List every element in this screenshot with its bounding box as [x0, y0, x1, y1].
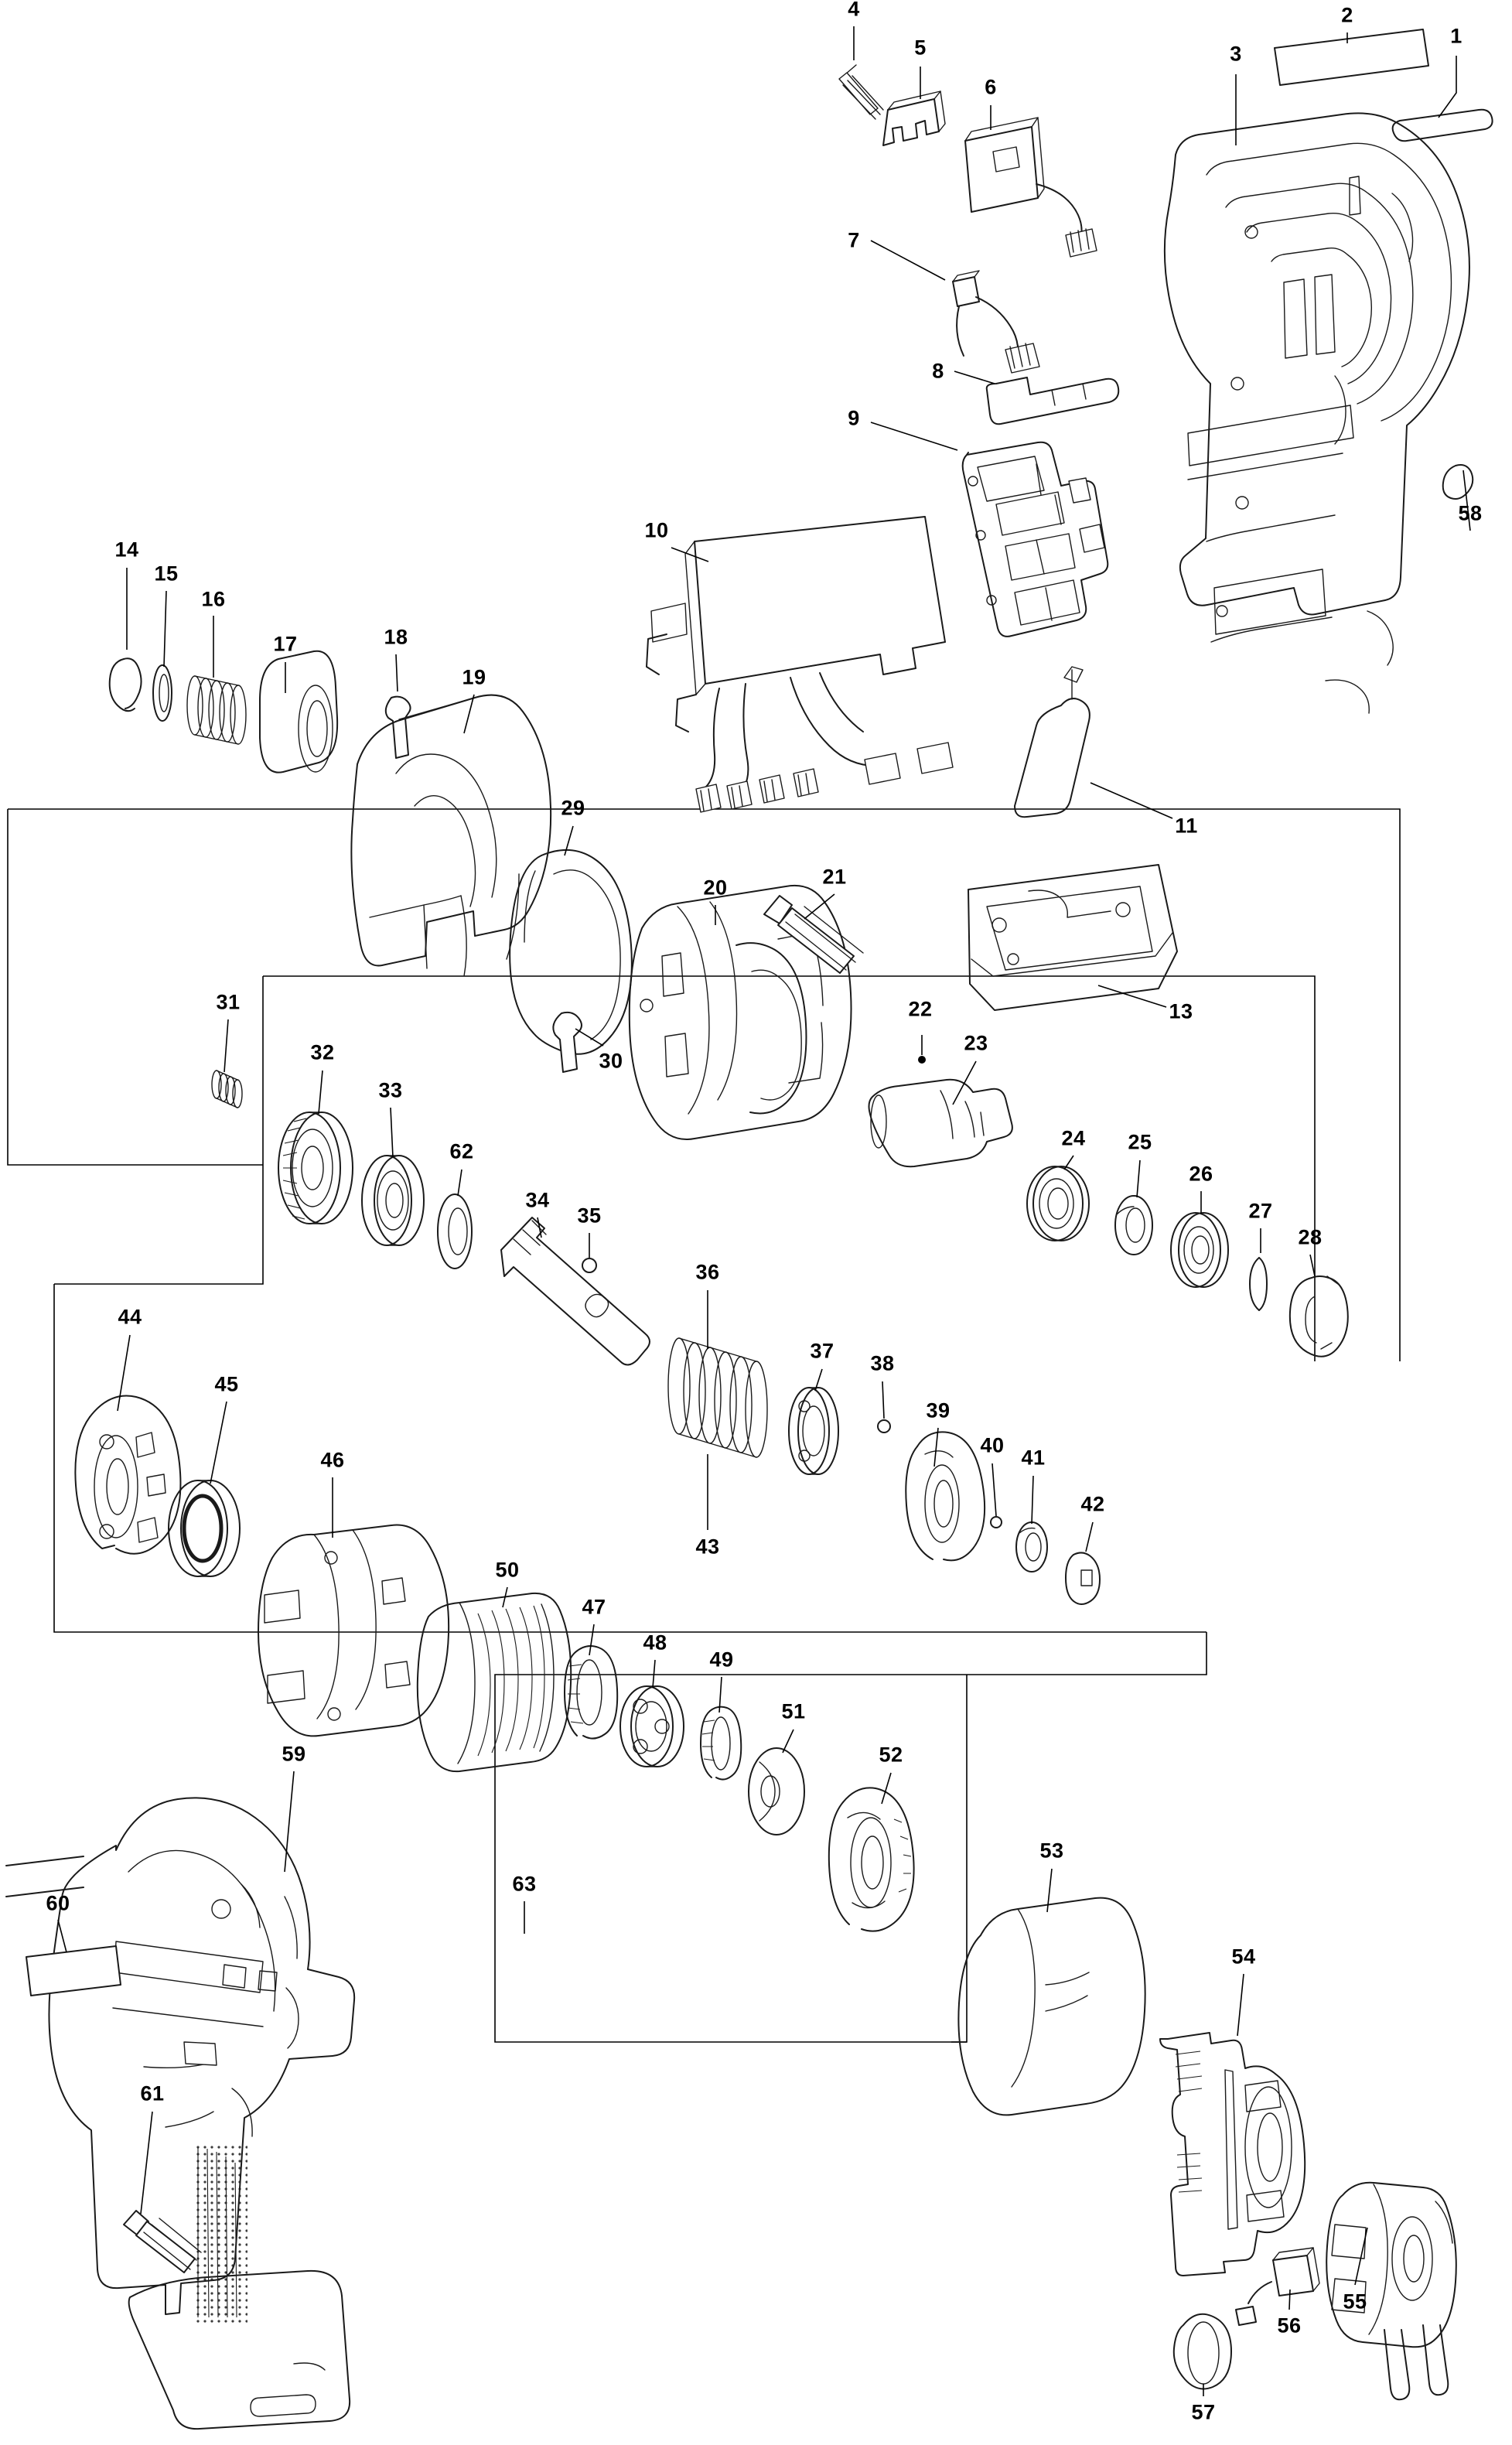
callout-57: 57 — [1191, 2400, 1216, 2424]
callout-26: 26 — [1189, 1162, 1213, 1186]
callout-33: 33 — [378, 1078, 403, 1102]
part-18-pin — [386, 697, 411, 758]
part-28-retaining-ring — [1290, 1276, 1348, 1357]
part-1-nameplate — [1393, 110, 1493, 142]
part-31-spring-small — [212, 1071, 242, 1108]
callout-43: 43 — [695, 1535, 720, 1559]
part-49-pinion — [701, 1707, 741, 1780]
callout-7: 7 — [848, 228, 860, 252]
callout-53: 53 — [1039, 1839, 1064, 1863]
callout-40: 40 — [980, 1433, 1005, 1457]
part-20-gear-case — [630, 886, 852, 1139]
part-41-washer — [1016, 1522, 1047, 1572]
part-10-controller-board — [647, 517, 953, 812]
part-21-screw-long — [764, 896, 863, 973]
part-5-terminal — [883, 91, 945, 145]
part-6-switch-module — [965, 118, 1097, 257]
callout-19: 19 — [462, 665, 486, 689]
part-32-ring-gear — [278, 1112, 353, 1224]
part-48-planet-carrier — [620, 1686, 684, 1767]
part-46-hammer-case — [258, 1525, 449, 1736]
part-27-snap-ring — [1250, 1258, 1267, 1310]
part-58-plug — [1443, 465, 1473, 499]
callout-3: 3 — [1230, 42, 1242, 66]
callout-34: 34 — [525, 1188, 550, 1212]
callout-41: 41 — [1021, 1446, 1046, 1470]
callout-63: 63 — [512, 1872, 537, 1896]
part-40-ball — [991, 1517, 1002, 1528]
callout-45: 45 — [214, 1372, 239, 1396]
part-38-ball — [878, 1420, 890, 1433]
callout-5: 5 — [914, 36, 927, 60]
part-42-pin — [1066, 1552, 1100, 1604]
callout-48: 48 — [643, 1631, 667, 1654]
part-39-hammer — [906, 1432, 985, 1560]
part-22-pin — [918, 1035, 926, 1064]
callout-49: 49 — [709, 1648, 734, 1672]
part-2-labelplate — [1275, 29, 1428, 85]
part-44-gear-flange — [75, 1395, 180, 1553]
callout-24: 24 — [1061, 1126, 1086, 1150]
part-26-bearing — [1171, 1213, 1228, 1287]
callout-21: 21 — [822, 865, 847, 889]
part-36-hammer-spring — [668, 1338, 767, 1457]
callout-28: 28 — [1298, 1225, 1323, 1249]
callout-37: 37 — [810, 1339, 835, 1363]
callout-55: 55 — [1343, 2290, 1367, 2314]
part-57-rubber-cap — [1174, 2314, 1231, 2389]
callout-52: 52 — [879, 1743, 903, 1767]
callout-30: 30 — [599, 1049, 623, 1073]
part-34-shaft — [501, 1217, 650, 1365]
callout-27: 27 — [1248, 1199, 1273, 1223]
part-45-seal-ring — [169, 1480, 240, 1576]
part-3-housing-half — [1165, 113, 1469, 713]
callout-51: 51 — [781, 1699, 806, 1723]
part-4-screw — [839, 65, 883, 119]
callout-2: 2 — [1341, 3, 1353, 27]
callout-38: 38 — [870, 1351, 895, 1375]
callout-42: 42 — [1080, 1492, 1105, 1516]
part-47-gear — [565, 1646, 617, 1739]
callout-4: 4 — [848, 0, 860, 21]
part-62-washer — [438, 1194, 472, 1269]
callout-46: 46 — [320, 1448, 345, 1472]
part-51-plate — [749, 1748, 804, 1835]
part-35-ball — [582, 1258, 596, 1272]
part-53-motor-sleeve — [958, 1898, 1145, 2115]
part-15-washer — [153, 665, 172, 721]
callout-31: 31 — [216, 990, 241, 1014]
part-52-bearing-retainer — [829, 1788, 914, 1931]
callout-8: 8 — [932, 359, 944, 383]
callout-18: 18 — [384, 625, 408, 649]
part-9-trigger-switch — [963, 442, 1108, 637]
callout-22: 22 — [908, 997, 933, 1021]
part-11-lamp-lens — [1015, 667, 1090, 817]
callout-1: 1 — [1450, 24, 1463, 48]
callout-47: 47 — [582, 1595, 606, 1619]
callout-35: 35 — [577, 1204, 602, 1228]
callout-56: 56 — [1277, 2314, 1302, 2337]
callout-58: 58 — [1458, 501, 1483, 525]
callout-25: 25 — [1128, 1130, 1152, 1154]
callout-60: 60 — [46, 1891, 70, 1915]
part-17-sleeve — [260, 651, 337, 773]
callout-9: 9 — [848, 406, 860, 430]
callout-50: 50 — [495, 1558, 520, 1582]
callout-14: 14 — [114, 538, 139, 562]
callout-15: 15 — [154, 562, 179, 586]
part-19-housing-cover — [351, 695, 551, 976]
part-60-label-strip — [26, 1946, 121, 1996]
part-30-screw — [553, 1012, 582, 1072]
part-7-led-assembly — [953, 271, 1039, 373]
part-23-spindle — [869, 1080, 1012, 1166]
callout-13: 13 — [1169, 999, 1193, 1023]
part-16-spring — [187, 676, 246, 744]
part-61-screw — [124, 2211, 201, 2273]
callout-62: 62 — [449, 1139, 474, 1163]
part-25-washer — [1115, 1196, 1152, 1255]
callout-32: 32 — [310, 1040, 335, 1064]
callout-10: 10 — [644, 518, 669, 542]
part-13-cover — [968, 865, 1177, 1010]
callout-36: 36 — [695, 1260, 720, 1284]
part-33-carrier-ring — [362, 1156, 424, 1245]
callout-11: 11 — [1175, 814, 1198, 838]
callout-44: 44 — [118, 1305, 142, 1329]
callout-23: 23 — [964, 1031, 988, 1055]
callout-61: 61 — [140, 2081, 165, 2105]
part-37-hammer-washer — [789, 1388, 838, 1474]
callout-39: 39 — [926, 1398, 951, 1422]
callout-29: 29 — [561, 796, 585, 820]
part-54-armature — [1160, 2033, 1305, 2276]
callout-17: 17 — [273, 632, 298, 656]
part-14-retaining-ring — [110, 658, 142, 711]
callout-59: 59 — [282, 1742, 306, 1766]
part-24-ball-bearing — [1027, 1166, 1089, 1241]
callout-20: 20 — [703, 876, 728, 900]
part-8-terminal-bar — [987, 377, 1119, 424]
callout-16: 16 — [201, 587, 226, 611]
callout-54: 54 — [1231, 1945, 1256, 1969]
callout-6: 6 — [985, 75, 997, 99]
